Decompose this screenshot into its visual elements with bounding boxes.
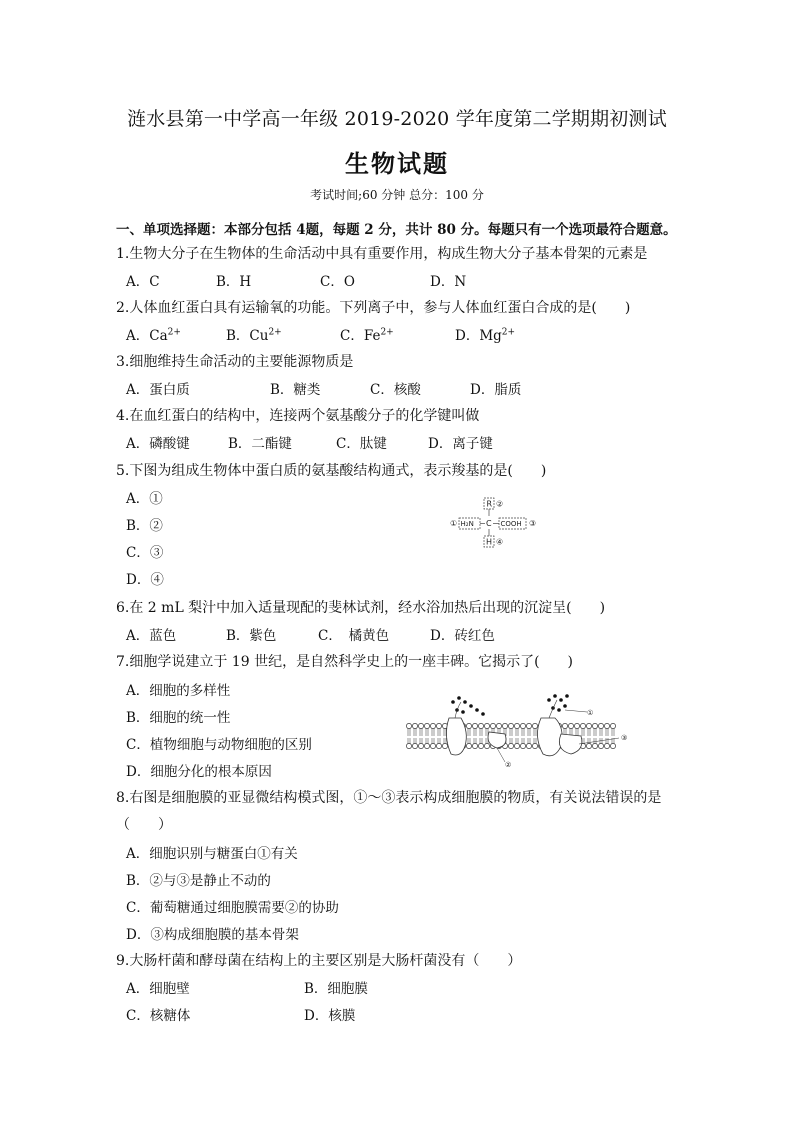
option-c: C． 橘黄色 [318, 628, 390, 644]
option-c: C．肽键 [336, 436, 387, 452]
option-b: B．细胞的统一性 [126, 710, 231, 726]
option-a: A．磷酸键 [126, 436, 190, 452]
option-d: D．N [430, 274, 467, 290]
option-c: C．植物细胞与动物细胞的区别 [126, 737, 312, 753]
option-c: C．$Fe^{2+}$ [340, 327, 394, 344]
option-d: D．离子键 [428, 436, 493, 452]
option-b: B．H [216, 274, 252, 290]
option-d: D．$Mg^{2+}$ [455, 327, 516, 344]
marker-2: ② [505, 761, 512, 768]
option-a: A．① [126, 491, 163, 507]
marker-1: ① [587, 709, 594, 717]
option-d: D．③构成细胞膜的基本骨架 [126, 927, 299, 943]
option-a: A．细胞壁 [126, 981, 190, 997]
option-c: C．核酸 [370, 382, 421, 398]
option-a: A．蓝色 [126, 628, 177, 644]
option-c: C．葡萄糖通过细胞膜需要②的协助 [126, 900, 339, 916]
amino-acid-structure-figure [448, 494, 548, 552]
option-b: B．细胞膜 [304, 981, 368, 997]
option-d: D．细胞分化的根本原因 [126, 764, 272, 780]
section-heading: 一、单项选择题：本部分包括 4题，每题 2 分，共计 80 分。每题只有一个选项最符合题意。 [116, 222, 677, 238]
option-d: D．核膜 [304, 1008, 356, 1024]
subject-title: 生物试题 [345, 149, 449, 178]
question-stem: 1.生物大分子在生物体的生命活动中具有重要作用，构成生物大分子基本骨架的元素是 [116, 246, 648, 262]
question-stem: 8.右图是细胞膜的亚显微结构模式图，①～③表示构成细胞膜的物质，有关说法错误的是 [116, 790, 662, 806]
question-stem: 3.细胞维持生命活动的主要能源物质是 [116, 354, 354, 370]
option-a: A．细胞识别与糖蛋白①有关 [126, 846, 298, 862]
option-d: D．脂质 [470, 382, 522, 398]
option-b: B．② [126, 518, 163, 534]
option-c: C．③ [126, 545, 164, 561]
question-stem: 9.大肠杆菌和酵母菌在结构上的主要区别是大肠杆菌没有（ ） [116, 953, 522, 969]
cell-membrane-figure [405, 688, 635, 768]
option-b: B．紫色 [226, 628, 277, 644]
exam-title: 涟水县第一中学高一年级 2019-2020 学年度第二学期期初测试 [127, 108, 667, 130]
option-a: A．蛋白质 [126, 382, 190, 398]
hydrogen-label: H [486, 537, 493, 547]
option-c: C．O [320, 274, 355, 290]
marker-3: ③ [621, 734, 628, 742]
option-b: B．②与③是静止不动的 [126, 873, 271, 889]
option-a: A．C [126, 274, 160, 290]
option-b: B．$Cu^{2+}$ [226, 327, 282, 344]
option-b: B．二酯键 [228, 436, 292, 452]
marker-4: ④ [496, 537, 504, 547]
option-a: A．$Ca^{2+}$ [126, 327, 181, 344]
question-stem: 4.在血红蛋白的结构中，连接两个氨基酸分子的化学键叫做 [116, 408, 480, 424]
marker-3: ③ [529, 519, 537, 528]
question-stem: 7.细胞学说建立于 19 世纪，是自然科学史上的一座丰碑。它揭示了( ) [116, 654, 573, 670]
question-stem-continued: （ ） [116, 817, 172, 833]
alpha-carbon-label: C [486, 519, 492, 528]
carboxyl-group-label: COOH [500, 520, 522, 528]
question-stem: 6.在 2 mL 梨汁中加入适量现配的斐林试剂，经水浴加热后出现的沉淀呈( ) [116, 600, 606, 616]
question-stem: 5.下图为组成生物体中蛋白质的氨基酸结构通式，表示羧基的是( ) [116, 463, 547, 479]
option-b: B．糖类 [270, 382, 321, 398]
question-stem: 2.人体血红蛋白具有运输氧的功能。下列离子中，参与人体血红蛋白合成的是( ) [116, 300, 631, 316]
option-d: D．砖红色 [430, 628, 495, 644]
r-group-label: R [486, 499, 493, 509]
marker-2: ② [496, 499, 504, 509]
marker-1: ① [450, 519, 458, 528]
option-d: D．④ [126, 572, 164, 588]
option-a: A．细胞的多样性 [126, 683, 231, 699]
option-c: C．核糖体 [126, 1008, 191, 1024]
exam-info: 考试时间;60 分钟 总分：100 分 [310, 188, 484, 202]
amino-group-label: H₂N [460, 520, 474, 528]
